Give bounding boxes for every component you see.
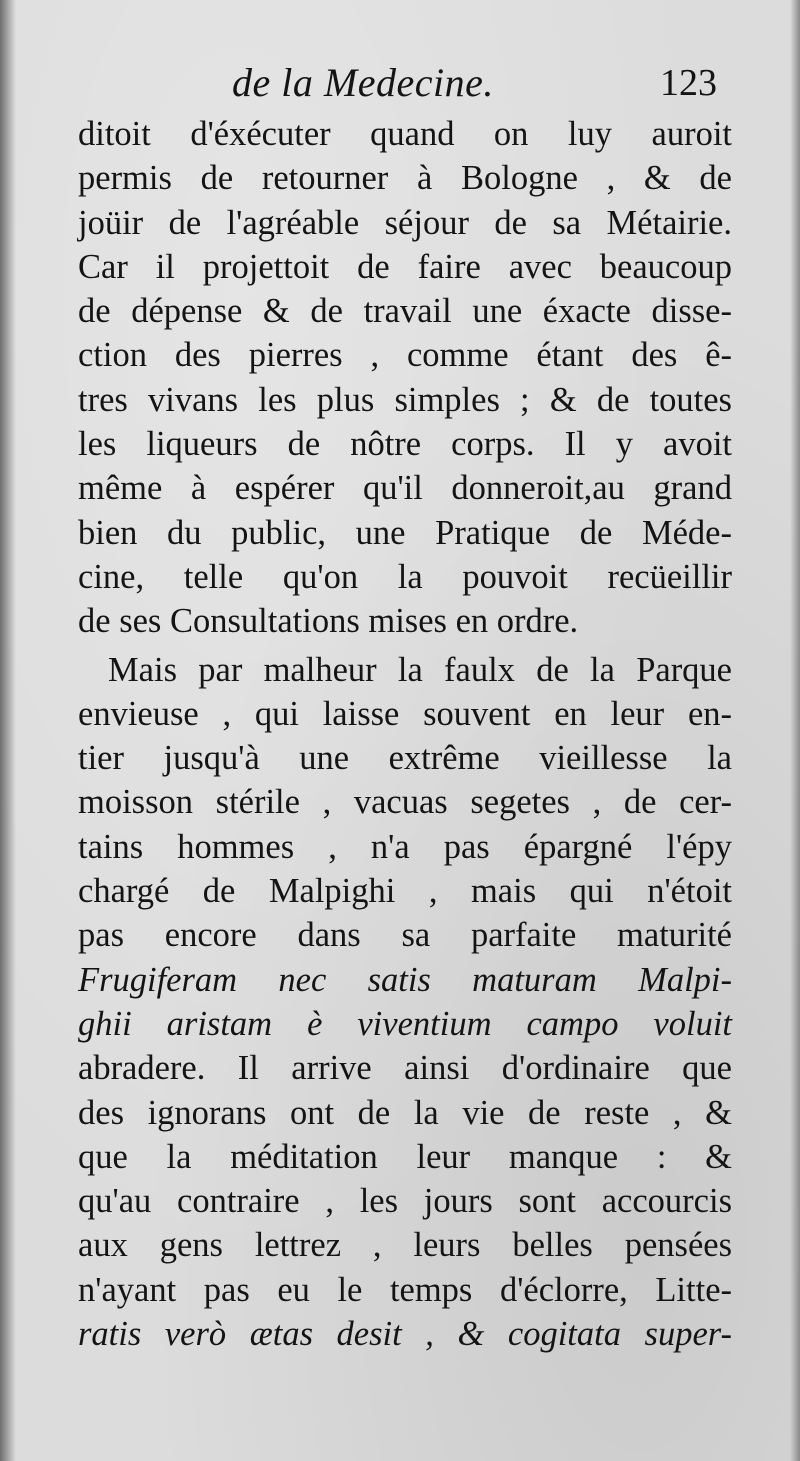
text-line: les liqueurs de nôtre corps. Il y avoit (78, 425, 732, 464)
text-line: tains hommes , n'a pas épargné l'épy (78, 827, 732, 866)
text-line: abradere. Il arrive ainsi d'ordinaire que (78, 1049, 732, 1088)
text-line: que la méditation leur manque : & (78, 1137, 732, 1176)
running-title: de la Medecine. (232, 60, 494, 105)
text-line: aux gens lettrez , leurs belles pensées (78, 1226, 732, 1265)
page-left-edge-shadow (0, 0, 16, 1461)
running-head (0, 58, 800, 108)
text-line: ratis verò ætas desit , & cogitata super- (78, 1315, 732, 1354)
text-line: de dépense & de travail une éxacte disse- (78, 292, 732, 331)
text-line: Frugiferam nec satis maturam Malpi- (78, 960, 732, 999)
text-line: bien du public, une Pratique de Méde- (78, 513, 732, 552)
text-line: Mais par malheur la faulx de la Parque (108, 650, 732, 689)
text-line: chargé de Malpighi , mais qui n'étoit (78, 872, 732, 911)
text-line: permis de retourner à Bologne , & de (78, 159, 732, 198)
text-line: tres vivans les plus simples ; & de toutes (78, 380, 732, 419)
page-right-edge-shadow (790, 0, 800, 1461)
text-line: joüir de l'agréable séjour de sa Métairie. (78, 203, 732, 242)
page-number: 123 (660, 62, 717, 104)
text-line: ction des pierres , comme étant des ê- (78, 336, 732, 375)
text-line: même à espérer qu'il donneroit,au grand (78, 469, 732, 508)
text-line: des ignorans ont de la vie de reste , & (78, 1093, 732, 1132)
text-line: cine, telle qu'on la pouvoit recüeillir (78, 557, 732, 596)
text-line: qu'au contraire , les jours sont accourcis (78, 1182, 732, 1221)
text-line: tier jusqu'à une extrême vieillesse la (78, 739, 732, 778)
body-text (78, 112, 732, 1356)
text-line: ditoit d'éxécuter quand on luy auroit (78, 115, 732, 153)
text-line: Car il projettoit de faire avec beaucoup (78, 247, 732, 286)
text-line: n'ayant pas eu le temps d'éclorre, Litte- (78, 1270, 732, 1309)
text-line: envieuse , qui laisse souvent en leur en- (78, 694, 732, 733)
text-line: moisson stérile , vacuas segetes , de cer- (78, 783, 732, 822)
text-line: ghii aristam è viventium campo voluit (78, 1004, 732, 1043)
text-line: de ses Consultations mises en ordre. (78, 602, 579, 641)
text-line: pas encore dans sa parfaite maturité (78, 916, 732, 955)
